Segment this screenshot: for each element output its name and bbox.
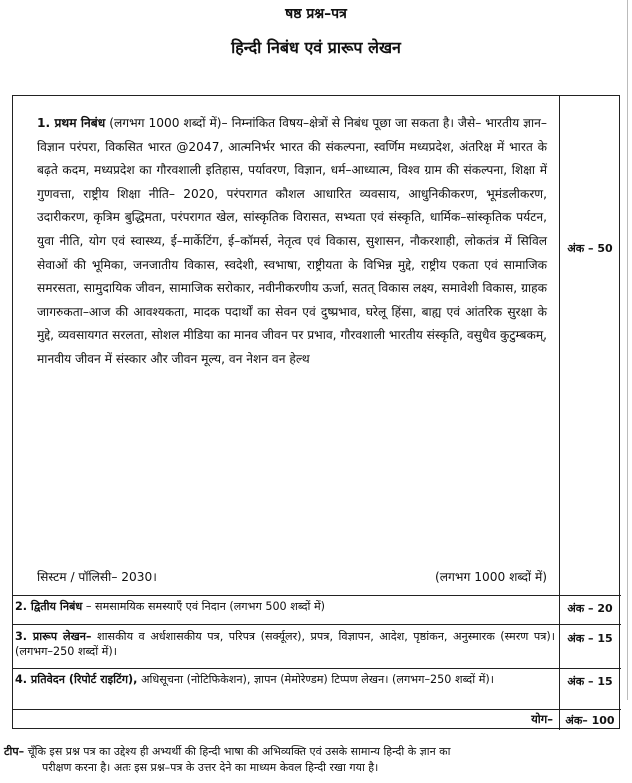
section-2-text bbox=[15, 599, 555, 614]
section-3-text bbox=[15, 629, 555, 659]
row-divider bbox=[13, 709, 621, 710]
footnote-line-2: परीक्षण करना है। अतः इस प्रश्न–पत्र के उत्तर देने का माध्यम केवल हिन्दी रखा गया है। bbox=[42, 761, 379, 774]
syllabus-table bbox=[12, 95, 620, 729]
row-divider bbox=[13, 595, 621, 596]
subject-heading: हिन्दी निबंध एवं प्रारूप लेखन bbox=[231, 38, 401, 57]
section-1-tail-right: (लगभग 1000 शब्दों में) bbox=[435, 570, 547, 584]
row-divider bbox=[13, 624, 621, 625]
footnote-line-1: चूँकि इस प्रश्न पत्र का उद्देश्य ही अभ्यर्थी की हिन्दी भाषा की अभिव्यक्ति एवं उसके सामान्य हिन्दी के ज्ञान का bbox=[27, 745, 451, 758]
section-4-text bbox=[15, 672, 555, 687]
section-1-tail-left: सिस्टम / पॉलिसी– 2030। bbox=[37, 570, 157, 584]
section-3-body: शासकीय व अर्धशासकीय पत्र, परिपत्र (सर्क्यूलर), प्रपत्र, विज्ञापन, आदेश, पृष्ठांकन, अनुस्मारक (स्मरण पत्र)। (लगभग–250 शब्दों में)। bbox=[15, 630, 555, 658]
paper-number-heading: षष्ठ प्रश्न–पत्र bbox=[285, 6, 347, 22]
row-divider bbox=[13, 668, 621, 669]
section-2-body: – समसामयिक समस्याएँ एवं निदान (लगभग 500 शब्दों में) bbox=[85, 600, 326, 613]
section-1-body: (लगभग 1000 शब्दों में)– निम्नांकित विषय–क्षेत्रों से निबंध पूछा जा सकता है। जैसे– भारतीय ज्ञान–विज्ञान परंपरा, विकसित भारत @2047, आत्मनिर्भर भारत की संकल्पना, स्वर्णिम मध्यप्रदेश, अंतरिक्ष में भारत के बढ़ते कदम, मध्यप्रदेश का गौरवशाली इतिहास, पर्यावरण, विज्ञान, धर्म–आध्यात्म, विश्व ग्राम की संकल्पना, शिक्षा में गुणवत्ता, राष्ट्रीय शिक्षा नीति– 2020, परंपरागत कौशल आधारित व्यवसाय, आधुनिकीकरण, भूमंडलीकरण, उदारीकरण, कृत्रिम बुद्धिमता, परंपरागत खेल, सांस्कृतिक विरासत, सभ्यता एवं संस्कृति, धार्मिक–सांस्कृतिक पर्यटन, युवा नीति, योग एवं स्वास्थ्य, ई–मार्केटिंग, ई–कॉमर्स, नेतृत्व एवं विकास, सुशासन, नौकरशाही, लोकतंत्र में सिविल सेवाओं की भूमिका, जनजातीय विकास, स्वदेशी, स्वभाषा, राष्ट्रीयता के विभिन्न मुद्दे, राष्ट्रीय एकता एवं सामाजिक समरसता, सामुदायिक जीवन, सामाजिक सरोकार, नवीनीकरणीय ऊर्जा, सतत् विकास लक्ष्य, समावेशी विकास, ग्राहक जागरुकता–आज की आवश्यकता, मादक पदार्थों का सेवन एवं दुष्प्रभाव, घरेलू हिंसा, बाह्य एवं आंतरिक सुरक्षा के मुद्दे, व्यवसायगत सरलता, सोशल मीडिया का मानव जीवन पर प्रभाव, गौरवशाली भारतीय संस्कृति, वसुधैव कुटुम्बकम्, मानवीय जीवन में संस्कार और जीवन मूल्य, वन नेशन वन हेल्थ bbox=[37, 116, 547, 366]
section-3-marks: अंक – 15 bbox=[567, 632, 613, 645]
section-1-tail bbox=[37, 568, 547, 586]
section-4-marks: अंक – 15 bbox=[567, 675, 613, 688]
page-margin-line bbox=[627, 0, 628, 700]
section-4-body: अधिसूचना (नोटिफिकेशन), ज्ञापन (मेमोरेण्डम) टिप्पण लेखन। (लगभग–250 शब्दों में)। bbox=[140, 673, 494, 686]
footnote bbox=[4, 744, 630, 776]
section-2-marks: अंक – 20 bbox=[567, 602, 613, 615]
total-label: योग– bbox=[531, 712, 553, 726]
section-3-label: 3. प्रारूप लेखन– bbox=[15, 630, 92, 643]
section-2-label: 2. द्वितीय निबंध bbox=[15, 600, 83, 613]
footnote-label: टीप– bbox=[4, 745, 25, 758]
section-1-label: 1. प्रथम निबंध bbox=[37, 116, 106, 130]
section-1-text bbox=[37, 112, 547, 372]
total-marks: अंक– 100 bbox=[565, 714, 615, 727]
section-4-label: 4. प्रतिवेदन (रिपोर्ट राइटिंग), bbox=[15, 673, 138, 686]
section-1-marks: अंक – 50 bbox=[567, 242, 613, 255]
